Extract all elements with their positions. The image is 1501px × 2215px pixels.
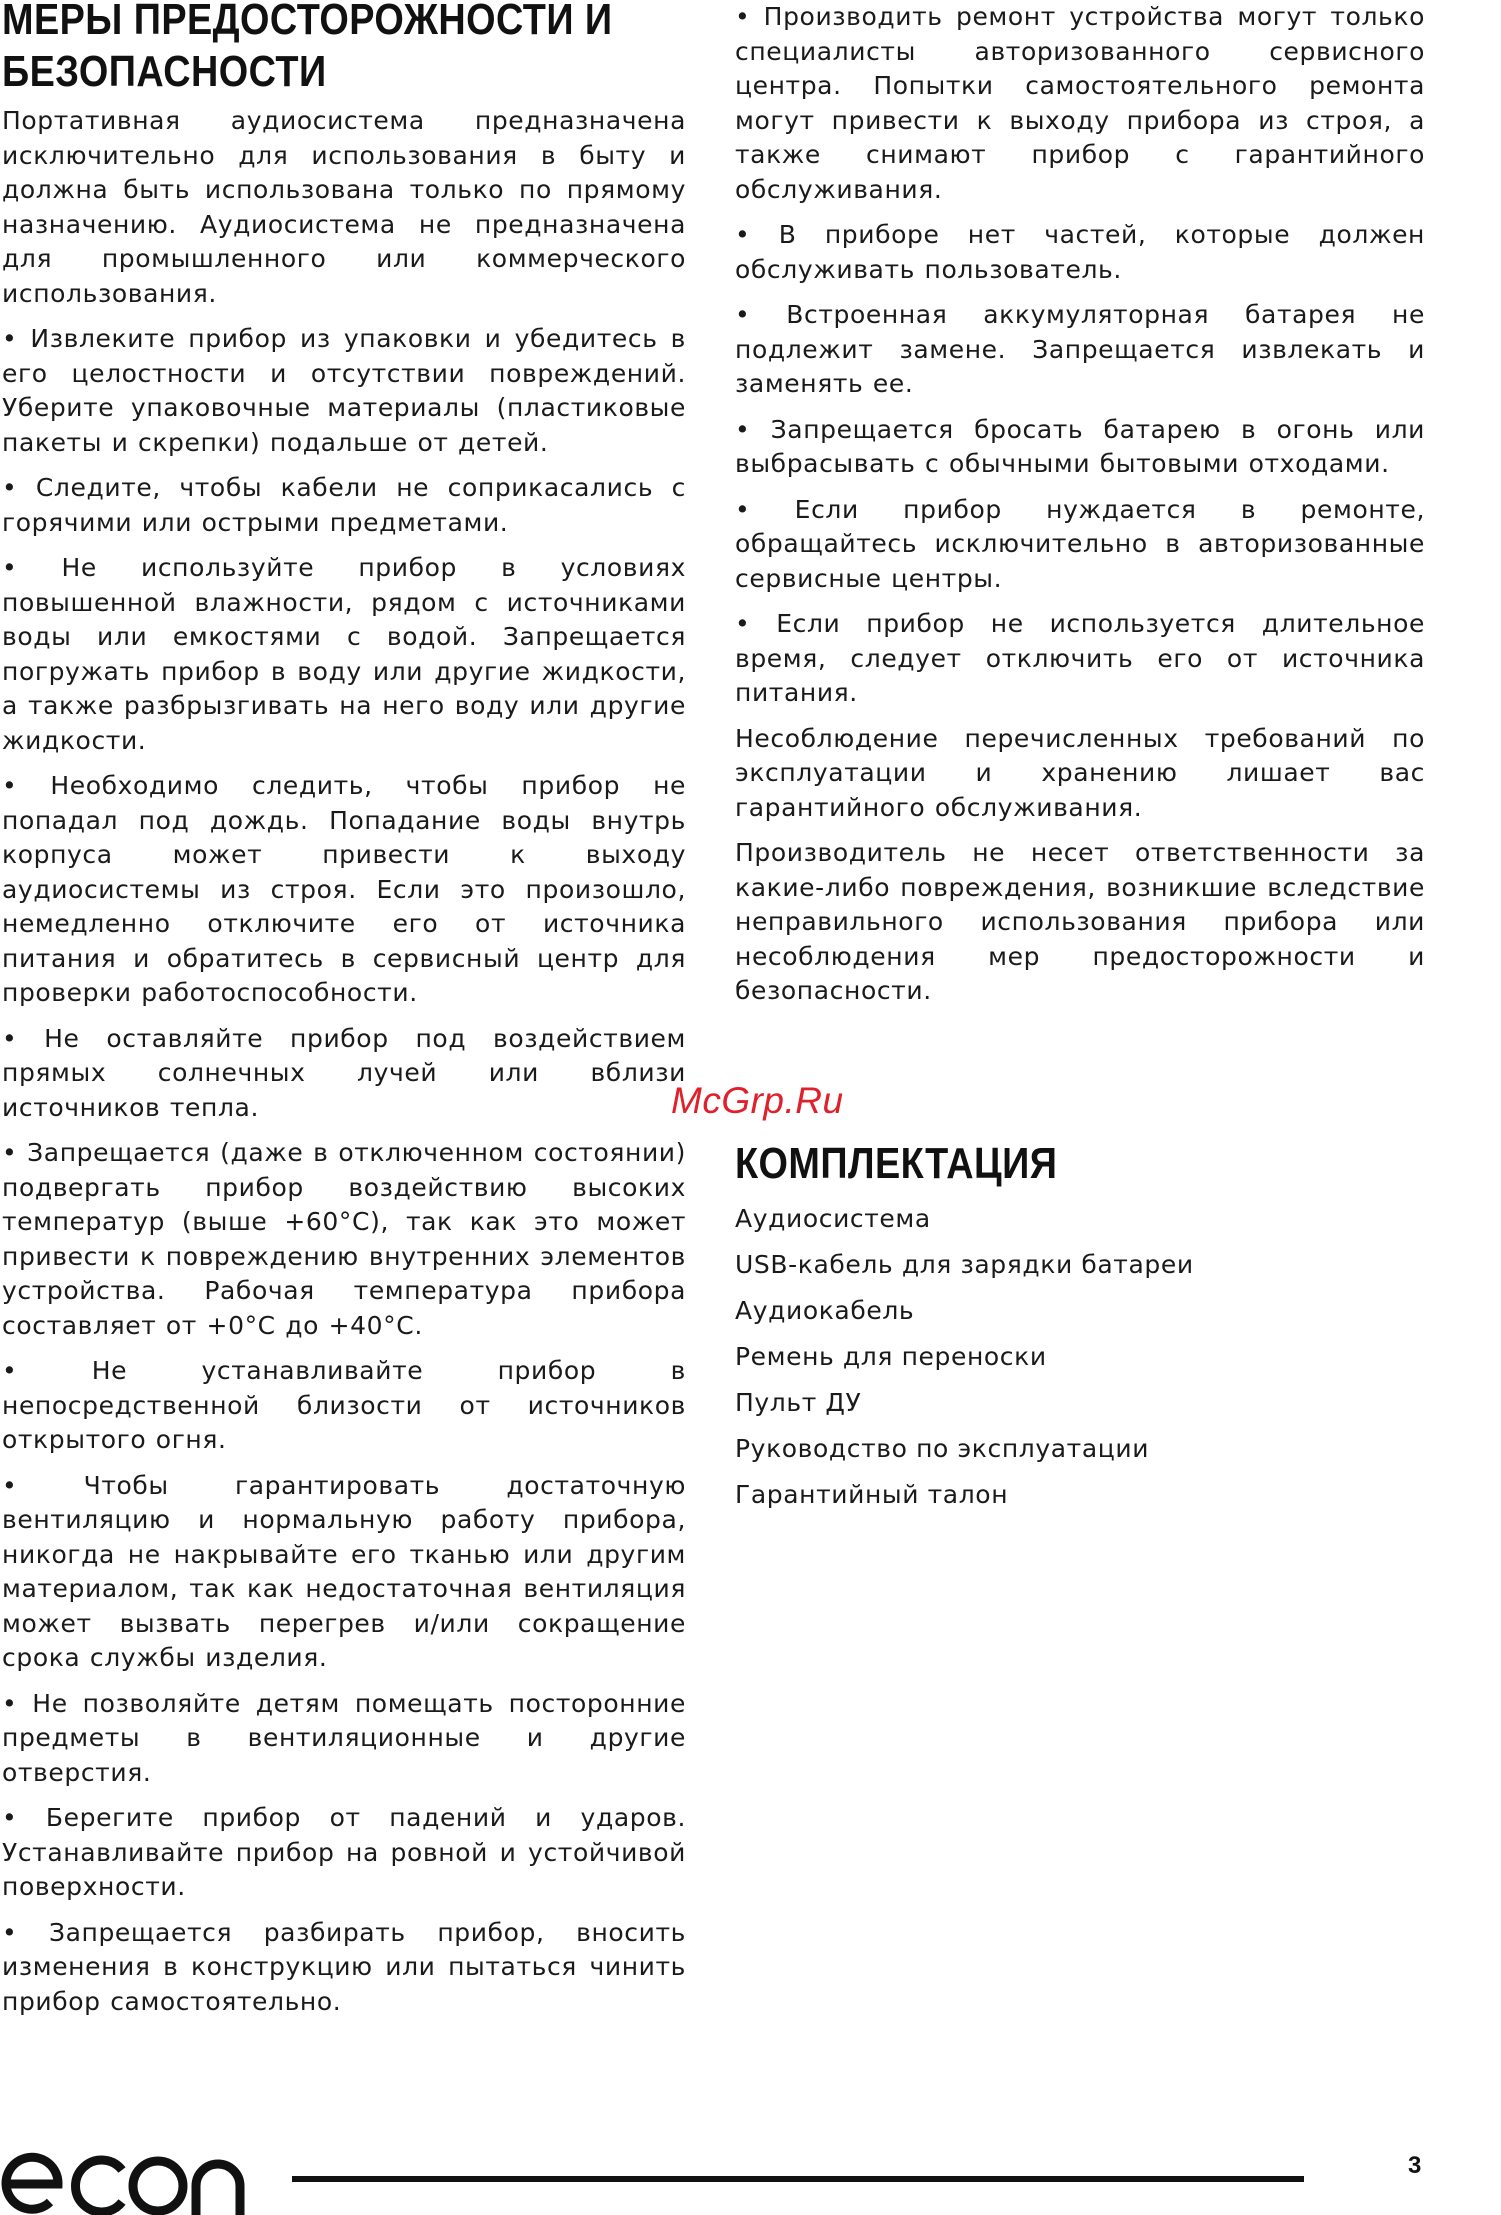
- kit-item: Гарантийный талон: [735, 1480, 1009, 1509]
- safety-paragraph: Производитель не несет ответственности за какие-либо повреждения, возникшие вследствие неправильного использования прибора или несоблюдения мер предосторожности и безопасности.: [735, 838, 1425, 1005]
- footer-rule: [292, 2176, 1304, 2182]
- watermark-text: McGrp.Ru: [671, 1080, 844, 1121]
- kit-item: Пульт ДУ: [735, 1388, 862, 1417]
- kit-item: Ремень для переноски: [735, 1342, 1047, 1371]
- safety-paragraph: • Следите, чтобы кабели не соприкасались с горячими или острыми предметами.: [2, 473, 686, 537]
- logo-letter-o: [133, 2161, 183, 2211]
- safety-paragraph: • Запрещается бросать батарею в огонь или выбрасывать с обычными бытовыми отходами.: [735, 414, 1425, 478]
- safety-title-line2: БЕЗОПАСНОСТИ: [2, 47, 327, 96]
- safety-column-right: [735, 0, 1425, 1020]
- safety-paragraph: • Не используйте прибор в условиях повышенной влажности, рядом с источниками воды или емкостями с водой. Запрещается погружать прибор в воду или другие жидкости, а также разбрызгивать на него воду или другие жидкости.: [2, 553, 686, 755]
- safety-paragraph: Несоблюдение перечисленных требований по эксплуатации и хранению лишает вас гарантийного обслуживания.: [735, 723, 1425, 822]
- safety-paragraph: • Производить ремонт устройства могут только специалисты авторизованного сервисного центра. Попытки самостоятельного ремонта могут привести к выходу прибора из строя, а также снимают прибор с гарантийного обслуживания.: [735, 2, 1425, 204]
- safety-paragraph: • Если прибор нуждается в ремонте, обращайтесь исключительно в авторизованные сервисные центры.: [735, 494, 1425, 593]
- safety-title-line1: МЕРЫ ПРЕДОСТОРОЖНОСТИ И: [2, 0, 613, 44]
- econ-logo: [0, 2140, 250, 2215]
- safety-paragraph: • В приборе нет частей, которые должен обслуживать пользователь.: [735, 220, 1425, 284]
- safety-paragraph: • Берегите прибор от падений и ударов. Устанавливайте прибор на ровной и устойчивой поверхности.: [2, 1803, 686, 1901]
- kit-list: [735, 1202, 1435, 1524]
- safety-paragraph: • Встроенная аккумуляторная батарея не подлежит замене. Запрещается извлекать и заменять ее.: [735, 300, 1425, 398]
- safety-paragraph: • Извлеките прибор из упаковки и убедитесь в его целостности и отсутствии повреждений. Уберите упаковочные материалы (пластиковые пакеты и скрепки) подальше от детей.: [2, 324, 686, 457]
- safety-paragraph: • Не устанавливайте прибор в непосредственной близости от источников открытого огня.: [2, 1356, 686, 1454]
- safety-paragraph: • Чтобы гарантировать достаточную вентиляцию и нормальную работу прибора, никогда не накрывайте его тканью или другим материалом, так как недостаточная вентиляция может вызвать перегрев и/или сокращение срока службы изделия.: [2, 1470, 686, 1672]
- logo-letter-n: [196, 2164, 240, 2215]
- logo-letter-c: [76, 2160, 122, 2212]
- kit-item: Аудиосистема: [735, 1204, 931, 1233]
- safety-paragraph: • Если прибор не используется длительное время, следует отключить его от источника питания.: [735, 609, 1425, 707]
- safety-paragraph: • Не оставляйте прибор под воздействием прямых солнечных лучей или вблизи источников тепла.: [2, 1023, 686, 1122]
- safety-paragraph: • Не позволяйте детям помещать посторонние предметы в вентиляционные и другие отверстия.: [2, 1688, 686, 1787]
- safety-column-left: [2, 0, 686, 2030]
- safety-paragraph: Портативная аудиосистема предназначена исключительно для использования в быту и должна быть использована только по прямому назначению. Аудиосистема не предназначена для промышленного или коммерческого использования.: [2, 106, 686, 308]
- safety-title: [2, 0, 613, 98]
- kit-item: Руководство по эксплуатации: [735, 1434, 1150, 1463]
- safety-paragraph: • Запрещается разбирать прибор, вносить изменения в конструкцию или пытаться чинить прибор самостоятельно.: [2, 1917, 686, 2016]
- safety-paragraph: • Необходимо следить, чтобы прибор не попадал под дождь. Попадание воды внутрь корпуса может привести к выходу аудиосистемы из строя. Если это произошло, немедленно отключите его от источника питания и обратитесь в сервисный центр для проверки работоспособности.: [2, 771, 686, 1007]
- safety-paragraph: • Запрещается (даже в отключенном состоянии) подвергать прибор воздействию высоких температур (выше +60°С), так как это может привести к повреждению внутренних элементов устройства. Рабочая температура прибора составляет от +0°С до +40°С.: [2, 1138, 686, 1340]
- logo-letter-e: [6, 2157, 58, 2209]
- kit-item: USB-кабель для зарядки батареи: [735, 1250, 1194, 1279]
- kit-title: КОМПЛЕКТАЦИЯ: [735, 1139, 1058, 1188]
- page-number: 3: [1408, 2152, 1422, 2179]
- kit-item: Аудиокабель: [735, 1296, 915, 1325]
